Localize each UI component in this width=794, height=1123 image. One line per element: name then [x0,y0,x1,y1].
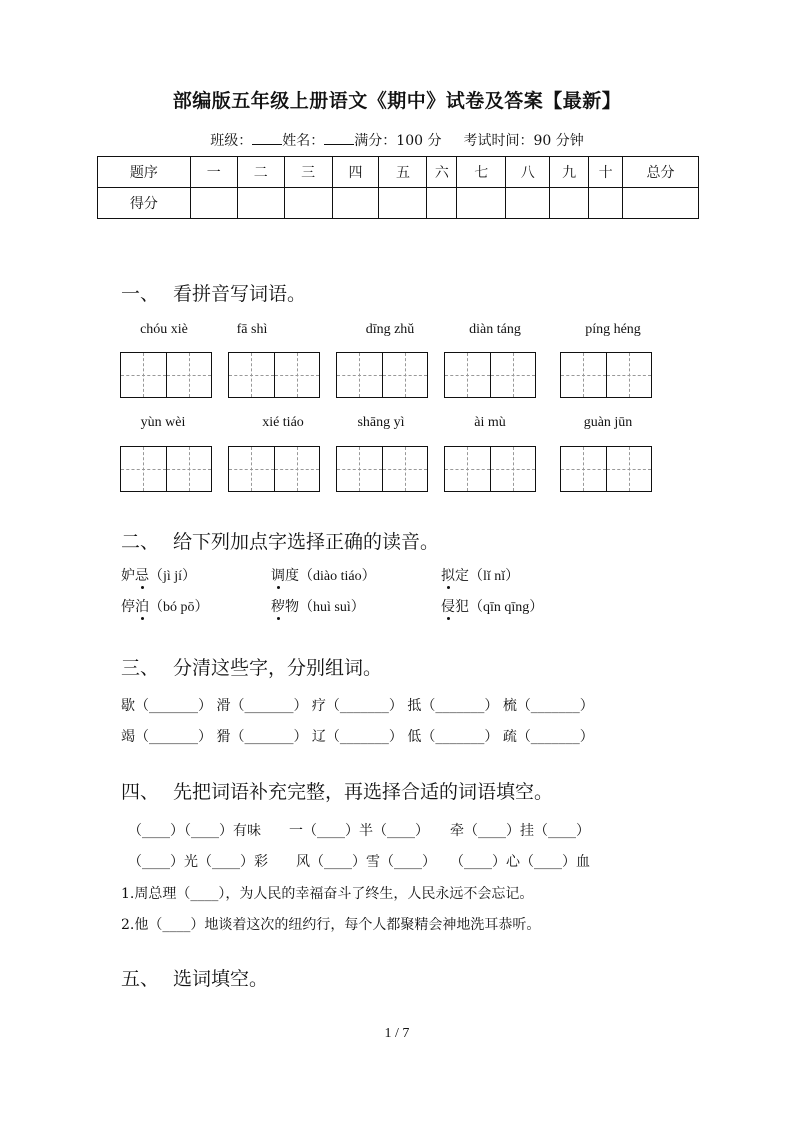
score-cell[interactable] [379,188,427,219]
char: 低 [407,729,422,745]
header-cell: 四 [332,157,379,188]
class-blank [252,132,282,145]
section-number: 五、 [121,968,160,990]
pinyin-label: ài mù [474,415,506,430]
blank-field[interactable]: （_______） [325,698,403,714]
score-cell[interactable] [190,188,237,219]
pronunciation-item[interactable]: 调度（diào tiáo） [271,568,376,584]
tianzige-box[interactable] [336,352,428,398]
tianzige-box[interactable] [228,352,320,398]
score-cell[interactable] [457,188,506,219]
idiom-line-1[interactable]: （____）（____）有味 一（____）半（____） 牵（____）挂（____） [128,823,590,839]
pronunciation-item[interactable]: 拟定（lǐ nǐ） [441,568,520,584]
header-cell: 二 [237,157,284,188]
full-score: 满分：100 分 [354,133,442,149]
section-heading: 选词填空。 [173,968,269,990]
char: 疏 [502,729,517,745]
pinyin-label: fā shì [236,322,268,337]
writing-box-row-2 [0,446,794,494]
name-label: 姓名： [282,133,325,149]
word-group-row-2 [121,726,594,746]
section-2-title [121,527,439,554]
pinyin-label: diàn táng [469,322,521,337]
header-cell: 八 [506,157,550,188]
pinyin-label: chóu xiè [140,322,188,337]
fill-question-1[interactable]: 1.周总理（____），为人民的幸福奋斗了终生，人民永远不会忘记。 [121,886,534,902]
pronunciation-item[interactable]: 秽物（huì suì） [271,599,365,615]
score-table [97,156,699,219]
blank-field[interactable]: （_______） [421,729,499,745]
header-cell: 九 [550,157,589,188]
score-cell[interactable] [550,188,589,219]
section-3-title [121,653,382,680]
blank-field[interactable]: （_______） [325,729,403,745]
section-5-title [121,964,268,991]
class-label: 班级： [210,133,253,149]
char: 梳 [502,698,517,714]
blank-field[interactable]: （_______） [516,729,594,745]
tianzige-box[interactable] [120,352,212,398]
score-header-row [98,157,699,188]
page-number: 1 / 7 [384,1026,410,1041]
section-heading: 分清这些字，分别组词。 [173,657,383,679]
score-value-row [98,188,699,219]
section-number: 一、 [121,283,160,305]
pinyin-row-1 [0,322,794,342]
section-heading: 看拼音写词语。 [173,283,307,305]
pinyin-label: píng héng [585,322,641,337]
char: 竭 [121,729,135,745]
tianzige-box[interactable] [444,446,536,492]
score-cell[interactable] [589,188,623,219]
blank-field[interactable]: （_______） [230,698,308,714]
exam-info [0,130,794,150]
score-cell[interactable] [332,188,379,219]
section-heading: 给下列加点字选择正确的读音。 [173,531,440,553]
score-cell[interactable] [623,188,699,219]
char: 疗 [311,698,326,714]
char: 滑 [216,698,231,714]
tianzige-box[interactable] [120,446,212,492]
header-cell: 一 [190,157,237,188]
pinyin-label: dīng zhǔ [365,322,415,337]
page-title: 部编版五年级上册语文《期中》试卷及答案【最新】 [172,90,622,112]
score-cell[interactable] [506,188,550,219]
section-number: 二、 [121,531,160,553]
header-cell: 总分 [623,157,699,188]
row-label: 得分 [98,188,191,219]
exam-time: 考试时间：90 分钟 [463,133,584,149]
section-4-title [121,777,553,804]
pronunciation-item[interactable]: 侵犯（qīn qīng） [441,599,544,615]
tianzige-box[interactable] [444,352,536,398]
pinyin-label: shāng yì [357,415,405,430]
score-cell[interactable] [427,188,457,219]
blank-field[interactable]: （_______） [421,698,499,714]
tianzige-box[interactable] [560,446,652,492]
name-blank [324,132,354,145]
pinyin-row-2 [0,415,794,435]
char: 歇 [121,698,135,714]
section-number: 四、 [121,781,160,803]
pinyin-label: yùn wèi [140,415,186,430]
header-cell: 五 [379,157,427,188]
score-cell[interactable] [237,188,284,219]
header-cell: 十 [589,157,623,188]
blank-field[interactable]: （_______） [135,698,212,714]
blank-field[interactable]: （_______） [135,729,212,745]
tianzige-box[interactable] [228,446,320,492]
tianzige-box[interactable] [336,446,428,492]
header-cell: 七 [457,157,506,188]
pronunciation-item[interactable]: 妒忌（jì jí） [121,568,197,584]
fill-question-2[interactable]: 2.他（____）地谈着这次的纽约行，每个人都聚精会神地洗耳恭听。 [121,917,541,933]
char: 辽 [311,729,326,745]
idiom-line-2[interactable]: （____）光（____）彩 风（____）雪（____） （____）心（____）血 [128,854,590,870]
header-cell: 题序 [98,157,191,188]
char: 抵 [407,698,422,714]
header-cell: 三 [284,157,332,188]
section-heading: 先把词语补充完整，再选择合适的词语填空。 [173,781,554,803]
pinyin-label: guàn jūn [583,415,633,430]
word-group-row-1 [121,695,594,715]
score-cell[interactable] [284,188,332,219]
pinyin-label: xié tiáo [262,415,304,430]
header-cell: 六 [427,157,457,188]
blank-field[interactable]: （_______） [516,698,594,714]
section-1-title [121,279,306,306]
section-number: 三、 [121,657,160,679]
tianzige-box[interactable] [560,352,652,398]
pronunciation-item[interactable]: 停泊（bó pō） [121,599,209,615]
char: 猾 [216,729,231,745]
blank-field[interactable]: （_______） [230,729,308,745]
writing-box-row-1 [0,352,794,400]
